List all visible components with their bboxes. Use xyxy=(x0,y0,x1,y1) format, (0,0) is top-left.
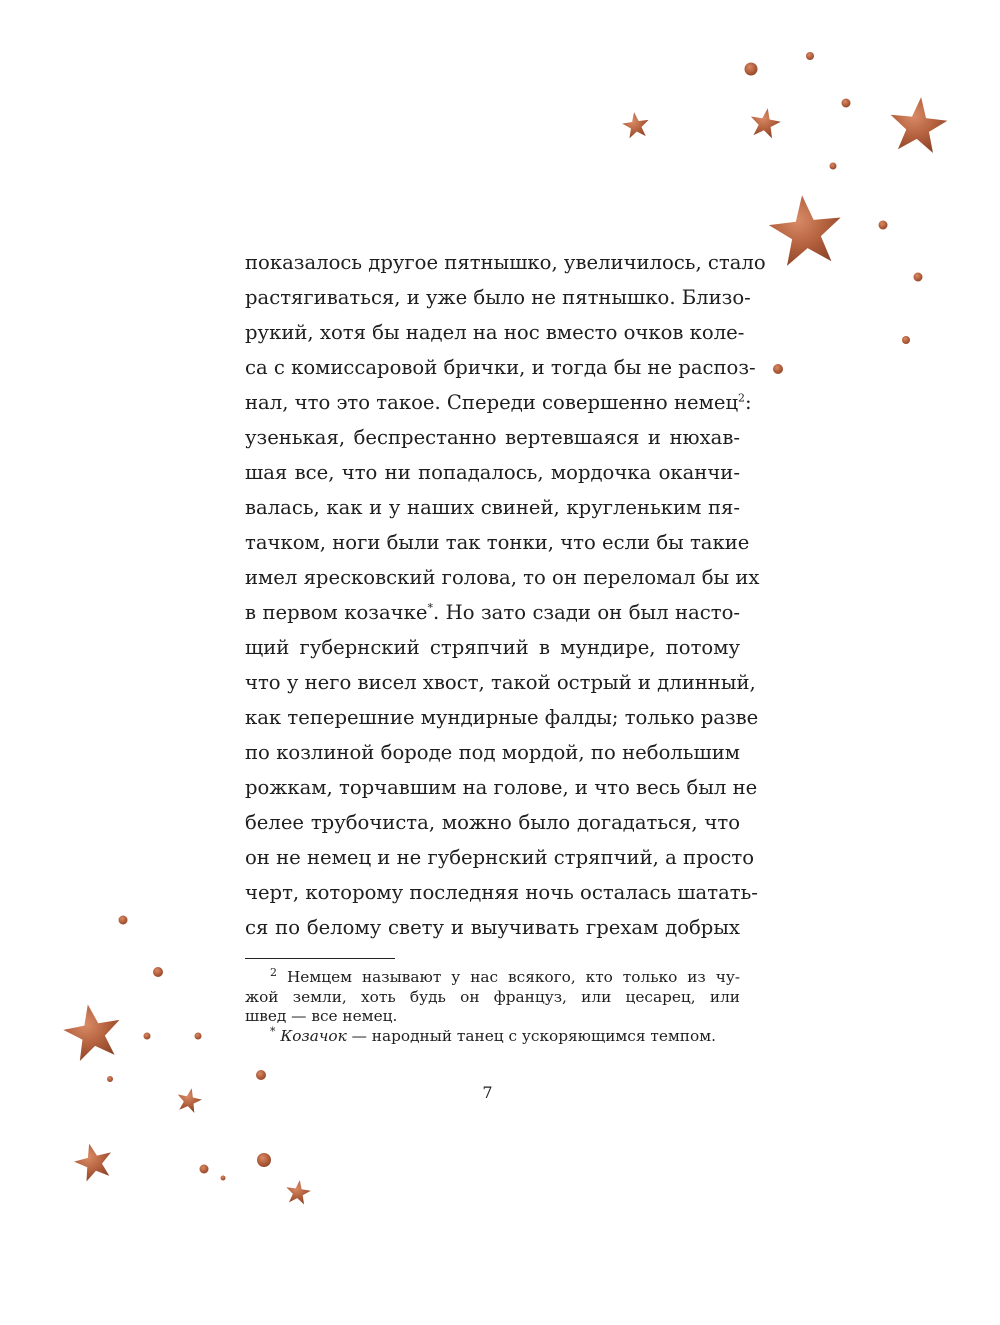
dot xyxy=(200,1165,209,1174)
dot xyxy=(257,1153,271,1167)
star-icon xyxy=(748,106,783,140)
star-icon xyxy=(621,110,651,139)
body-line: шая все, что ни попадалось, мордочка оканчи- xyxy=(245,461,740,484)
dot xyxy=(902,336,910,344)
dot xyxy=(773,364,783,374)
body-line: ся по белому свету и выучивать грехам добрых xyxy=(245,916,740,939)
body-line: са с комиссаровой брички, и тогда бы не распоз- xyxy=(245,356,756,379)
dot xyxy=(914,273,923,282)
body-line xyxy=(245,385,752,420)
dot xyxy=(153,967,163,977)
body-line: растягиваться, и уже было не пятнышко. Близо- xyxy=(245,286,751,309)
footnote-term: Козачок xyxy=(280,1026,347,1045)
footnote-mark: * xyxy=(270,1024,276,1038)
dot xyxy=(221,1176,226,1181)
body-line: что у него висел хвост, такой острый и длинный, xyxy=(245,671,756,694)
body-line: имел яресковский голова, то он переломал бы их xyxy=(245,566,760,589)
footnote-line: жой земли, хоть будь он француз, или цесарец, или xyxy=(245,987,740,1006)
star-icon xyxy=(887,94,949,154)
dot xyxy=(256,1070,266,1080)
body-line: черт, которому последняя ночь осталась шатать- xyxy=(245,881,758,904)
body-line: рукий, хотя бы надел на нос вместо очков коле- xyxy=(245,321,745,344)
dot xyxy=(879,221,888,230)
footnote-divider xyxy=(245,958,395,959)
body-line: как теперешние мундирные фалды; только разве xyxy=(245,706,759,729)
footnote-line xyxy=(245,965,740,988)
star-icon xyxy=(71,1139,117,1183)
star-icon xyxy=(766,191,845,267)
page-number: 7 xyxy=(482,1083,493,1102)
body-line: рожкам, торчавшим на голове, и что весь был не xyxy=(245,776,758,799)
dot xyxy=(806,52,814,60)
dot xyxy=(745,63,758,76)
body-line: по козлиной бороде под мордой, по небольшим xyxy=(245,741,740,764)
footnote-ref: * xyxy=(427,601,433,615)
footnote-text: — народный танец с ускоряющимся темпом. xyxy=(346,1026,716,1045)
body-line: тачком, ноги были так тонки, что если бы такие xyxy=(245,531,750,554)
body-line: узенькая, беспрестанно вертевшаяся и нюхав- xyxy=(245,426,740,449)
dot xyxy=(830,163,837,170)
footnote-line: швед — все немец. xyxy=(245,1007,398,1025)
body-line: белее трубочиста, можно было догадаться, что xyxy=(245,811,740,834)
body-line: щий губернский стряпчий в мундире, потому xyxy=(245,636,740,659)
body-line: показалось другое пятнышко, увеличилось, стало xyxy=(245,251,766,274)
body-line: валась, как и у наших свиней, кругленьким пя- xyxy=(245,496,740,519)
body-line: он не немец и не губернский стряпчий, а просто xyxy=(245,846,755,869)
dot xyxy=(842,99,851,108)
footnote-text: Немцем называют у нас всякого, кто только из чу- xyxy=(286,968,740,986)
dot xyxy=(195,1033,202,1040)
footnotes xyxy=(245,965,740,1046)
footnote-line xyxy=(245,1024,740,1047)
body-line-text: в первом козачке xyxy=(245,601,428,624)
body-text xyxy=(245,245,766,945)
dot xyxy=(119,916,128,925)
body-line-text: нал, что это такое. Спереди совершенно немец xyxy=(245,391,739,414)
body-line xyxy=(245,595,740,630)
dot xyxy=(107,1076,113,1082)
footnote-mark: 2 xyxy=(270,965,277,979)
body-line-text: : xyxy=(745,391,752,414)
star-icon xyxy=(284,1178,312,1205)
star-icon xyxy=(60,1000,126,1063)
body-line-text: . Но зато сзади он был насто- xyxy=(432,601,740,624)
dot xyxy=(144,1033,151,1040)
footnote-ref: 2 xyxy=(738,391,746,405)
